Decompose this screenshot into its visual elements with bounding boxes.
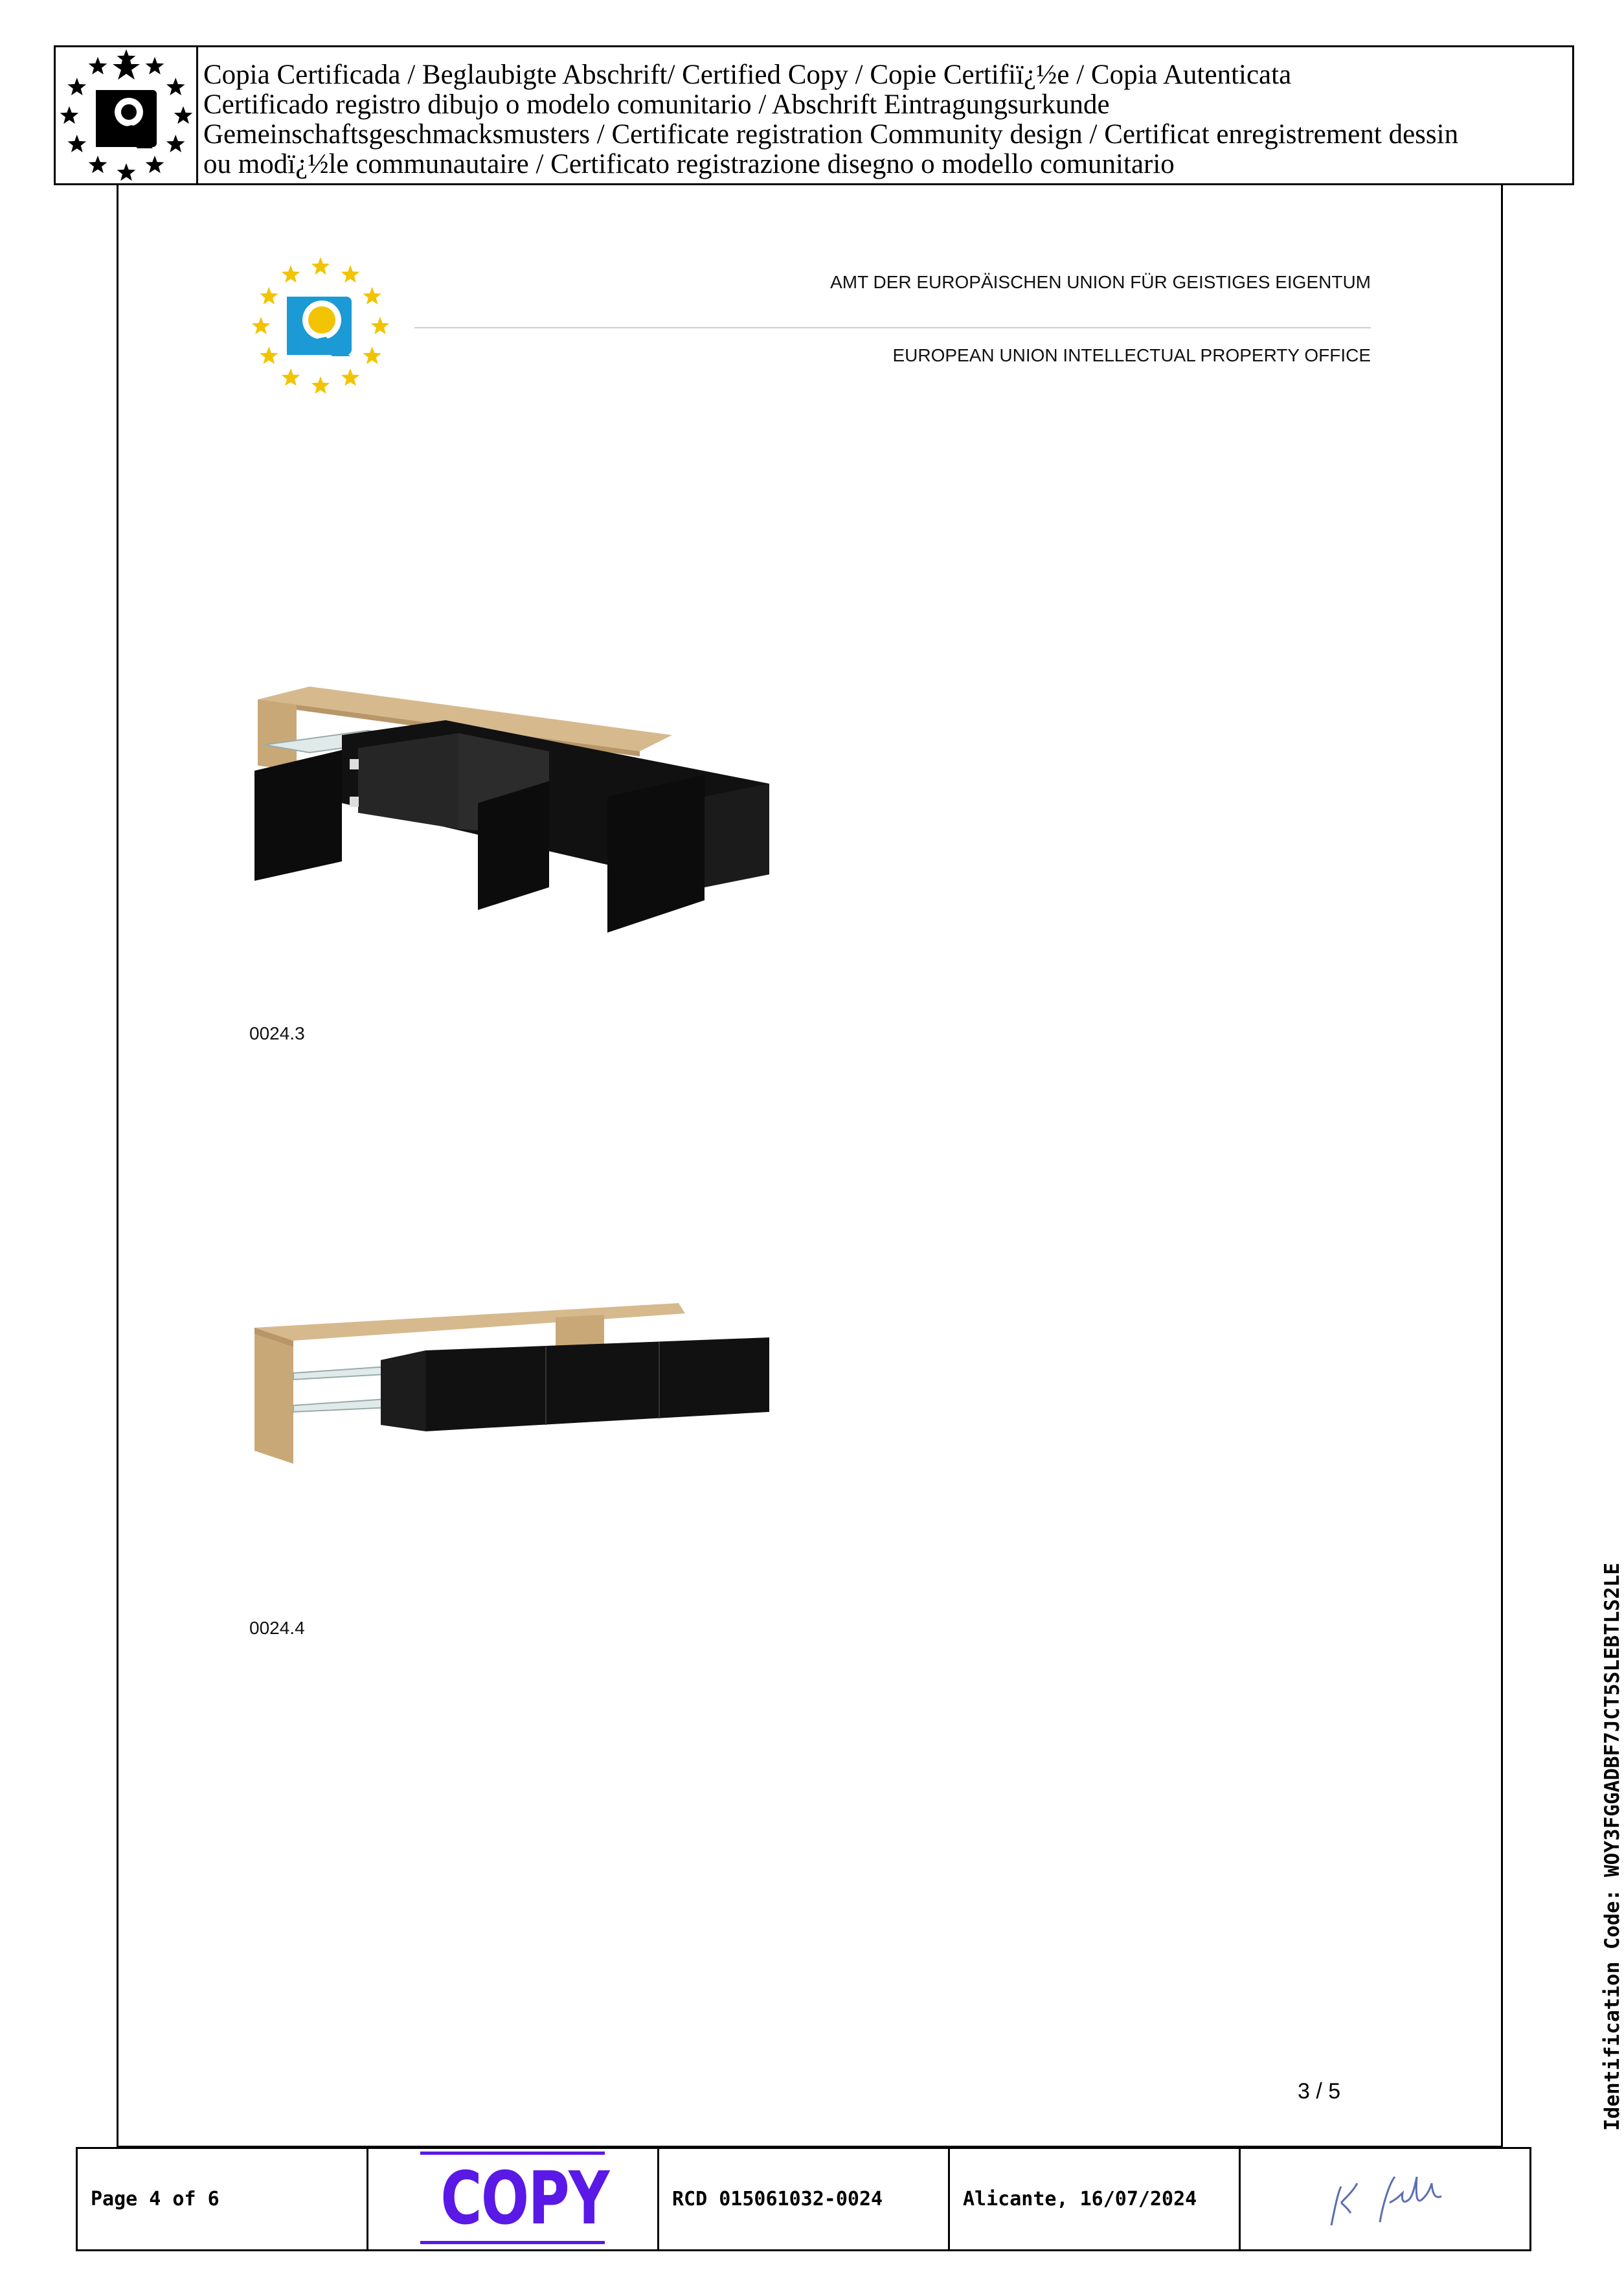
footer-page-cell [78,2149,368,2249]
logo-star-icon [89,57,107,74]
logo-star-icon [260,287,278,304]
logo-star-icon [311,257,330,275]
logo-star-icon [146,57,164,74]
view-label-0024-3: 0024.3 [249,1023,305,1043]
footer-table [76,2147,1531,2251]
logo-star-icon [117,163,136,181]
document-frame [117,185,1503,2148]
copy-stamp-text: COPY [440,2157,609,2241]
certificate-text [203,60,1559,179]
design-view-0024-4 [251,1295,776,1470]
logo-star-icon [89,155,107,173]
logo-star-icon [363,346,381,364]
certified-copy-header [54,45,1574,185]
logo-star-icon [260,346,278,364]
footer-reference-text: RCD 015061032-0024 [672,2188,883,2210]
stamp-top-bar [420,2152,605,2155]
logo-star-icon [60,106,79,124]
logo-star-icon [68,135,87,152]
copy-stamp [420,2152,609,2249]
logo-star-icon [311,376,330,394]
logo-star-icon [341,265,360,282]
footer-signature-cell [1241,2149,1529,2249]
certificate-line-4: ou modï¿½le communautaire / Certificato registrazione disegno o modello comunitario [203,149,1175,179]
logo-star-icon [252,317,271,334]
header-logo-cell [56,47,198,183]
euipo-logo-icon [249,259,392,395]
office-name-german: AMT DER EUROPÄISCHEN UNION FÜR GEISTIGES EIGENTUM [830,272,1371,292]
logo-star-icon [363,287,381,304]
certificate-line-3: Gemeinschaftsgeschmacksmusters / Certificate registration Community design / Certificat enregistrement dessin [203,119,1459,150]
office-name-english: EUROPEAN UNION INTELLECTUAL PROPERTY OFFICE [892,345,1371,365]
logo-star-icon [166,78,185,95]
logo-star-icon [174,106,193,124]
logo-star-icon [282,369,300,386]
stamp-bottom-bar [420,2241,605,2244]
footer-place-date-text: Alicante, 16/07/2024 [963,2188,1197,2210]
footer-reference-cell [659,2149,950,2249]
eu-r-logo-icon [56,47,197,185]
header-divider [414,327,1371,328]
footer-stamp-cell [368,2149,659,2249]
logo-star-icon [341,369,360,386]
handwritten-signature-icon [1318,2164,1474,2235]
logo-star-icon [68,78,87,95]
footer-place-date-cell [950,2149,1241,2249]
certificate-line-1: Copia Certificada / Beglaubigte Abschrift/ Certified Copy / Copie Certifiï¿½e / Copia Autenticata [203,60,1292,90]
footer-page-text: Page 4 of 6 [91,2188,220,2210]
logo-star-icon [282,265,300,282]
page-number: 3 / 5 [1298,2079,1341,2104]
logo-star-icon [146,155,164,173]
identification-code: Identification Code: WOY3FGGADBF7JCT5SLEBTLS2LE [1601,1562,1624,2131]
logo-star-icon [166,135,185,152]
certificate-line-2: Certificado registro dibujo o modelo comunitario / Abschrift Eintragungsurkunde [203,89,1110,120]
design-view-0024-3 [251,674,776,933]
logo-star-icon [371,317,390,334]
view-label-0024-4: 0024.4 [249,1618,305,1638]
